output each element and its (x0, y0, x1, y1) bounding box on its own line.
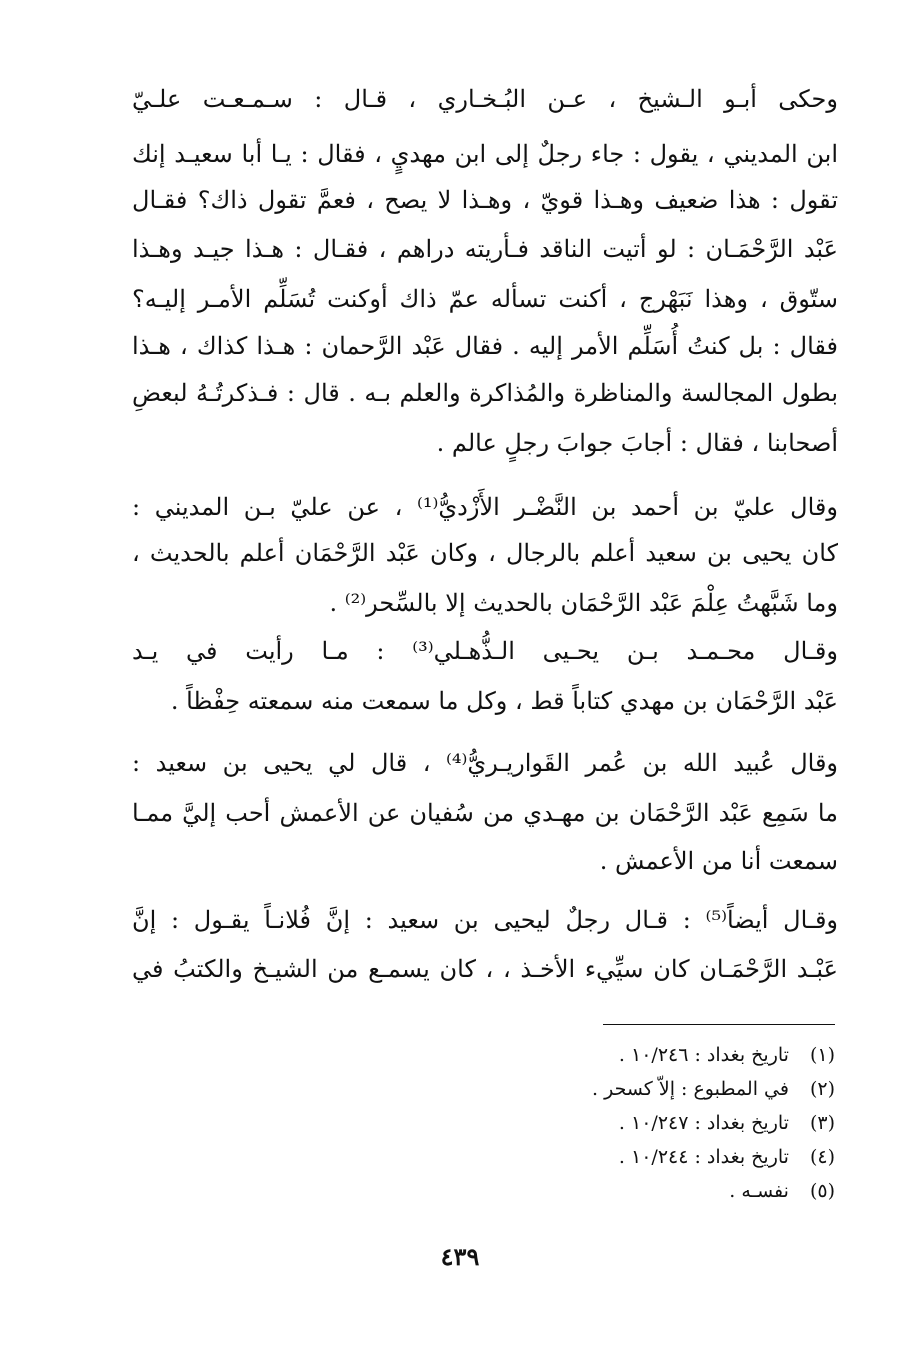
footnote-text: تاريخ بغداد : ١٠/٢٤٦ . (618, 1044, 789, 1066)
text-line: كان يحيى بن سعيد أعلم بالرجال ، وكان عَبْد الرَّحْمَان أعلم بالحديث ، (132, 539, 838, 567)
text-line: ستّوق ، وهذا نَبَهْرج ، أكنت تسأله عمّ ذاك أوكنت تُسَلِّم الأمـر إليـه؟ (132, 285, 838, 313)
text-line: سمعت أنا من الأعمش . (599, 847, 838, 875)
text-line: وقال عليّ بن أحمد بن النَّضْـر الأَزْديُّ⁽¹⁾ ، عن عليّ بـن المديني : (132, 493, 838, 521)
footnote (520, 1072, 835, 1106)
text-line: عَبْد الرَّحْمَـان : لو أتيت الناقد فـأريته دراهم ، فقـال : هـذا جيـد وهـذا (132, 235, 838, 263)
footnote-text: تاريخ بغداد : ١٠/٢٤٧ . (618, 1112, 789, 1134)
text-line: تقول : هذا ضعيف وهـذا قويّ ، وهـذا لا يصح ، فعمَّ تقول ذاك؟ فقـال (132, 186, 838, 214)
footnote (520, 1140, 835, 1174)
text-line: وقـال أيضاً⁽⁵⁾ : قـال رجلٌ ليحيى بن سعيد : إنَّ فُلانـاً يقـول : إنَّ (132, 906, 838, 934)
text-line: عَبْـد الرَّحْمَـان كان سيِّيء الأخـذ ، ، كان يسمـع من الشيـخ والكتبُ في (132, 955, 838, 983)
text-line: عَبْد الرَّحْمَان بن مهدي كتاباً قط ، وكل ما سمعت منه سمعته حِفْظاً . (170, 687, 838, 715)
footnote-number: (٤) (809, 1146, 835, 1168)
footnote (520, 1174, 835, 1208)
footnote-text: نفسـه . (729, 1180, 789, 1202)
text-line: وحكى أبـو الـشيخ ، عـن البُـخـاري ، قـال : سـمـعـت علـيّ (132, 85, 838, 113)
footnote (520, 1106, 835, 1140)
text-line: فقال : بل كنتُ أُسَلِّم الأمر إليه . فقال عَبْد الرَّحمان : هـذا كذاك ، هـذا (132, 332, 838, 360)
text-line: بطول المجالسة والمناظرة والمُذاكرة والعلم بـه . قال : فـذكرتُـهُ لبعضِ (132, 379, 838, 407)
footnote-number: (٢) (809, 1078, 835, 1100)
footnote (520, 1038, 835, 1072)
text-line: ما سَمِع عَبْد الرَّحْمَان بن مهـدي من سُفيان عن الأعمش أحب إليَّ ممـا (132, 799, 838, 827)
text-line: أصحابنا ، فقال : أجابَ جوابَ رجلٍ عالم . (436, 429, 838, 457)
text-line: وقـال محـمـد بـن يحـيى الـذُّهـلي⁽³⁾ : مـا رأيت في يـد (132, 637, 838, 665)
page-number: ٤٣٩ (440, 1242, 480, 1271)
footnote-divider (603, 1024, 835, 1025)
footnote-number: (٣) (809, 1112, 835, 1134)
text-line: ابن المديني ، يقول : جاء رجلٌ إلى ابن مهديٍ ، فقال : يـا أبا سعيـد إنك (132, 140, 838, 168)
footnote-text: تاريخ بغداد : ١٠/٢٤٤ . (618, 1146, 789, 1168)
footnote-number: (١) (809, 1044, 835, 1066)
footnote-text: في المطبوع : إلاّ كسحر . (592, 1078, 789, 1100)
text-line: وما شَبَّهتُ عِلْمَ عَبْد الرَّحْمَان بالحديث إلا بالسِّحر⁽²⁾ . (329, 589, 838, 617)
text-line: وقال عُبيد الله بن عُمر القَواريـريُّ⁽⁴⁾ ، قال لي يحيى بن سعيد : (132, 749, 838, 777)
footnote-number: (٥) (809, 1180, 835, 1202)
